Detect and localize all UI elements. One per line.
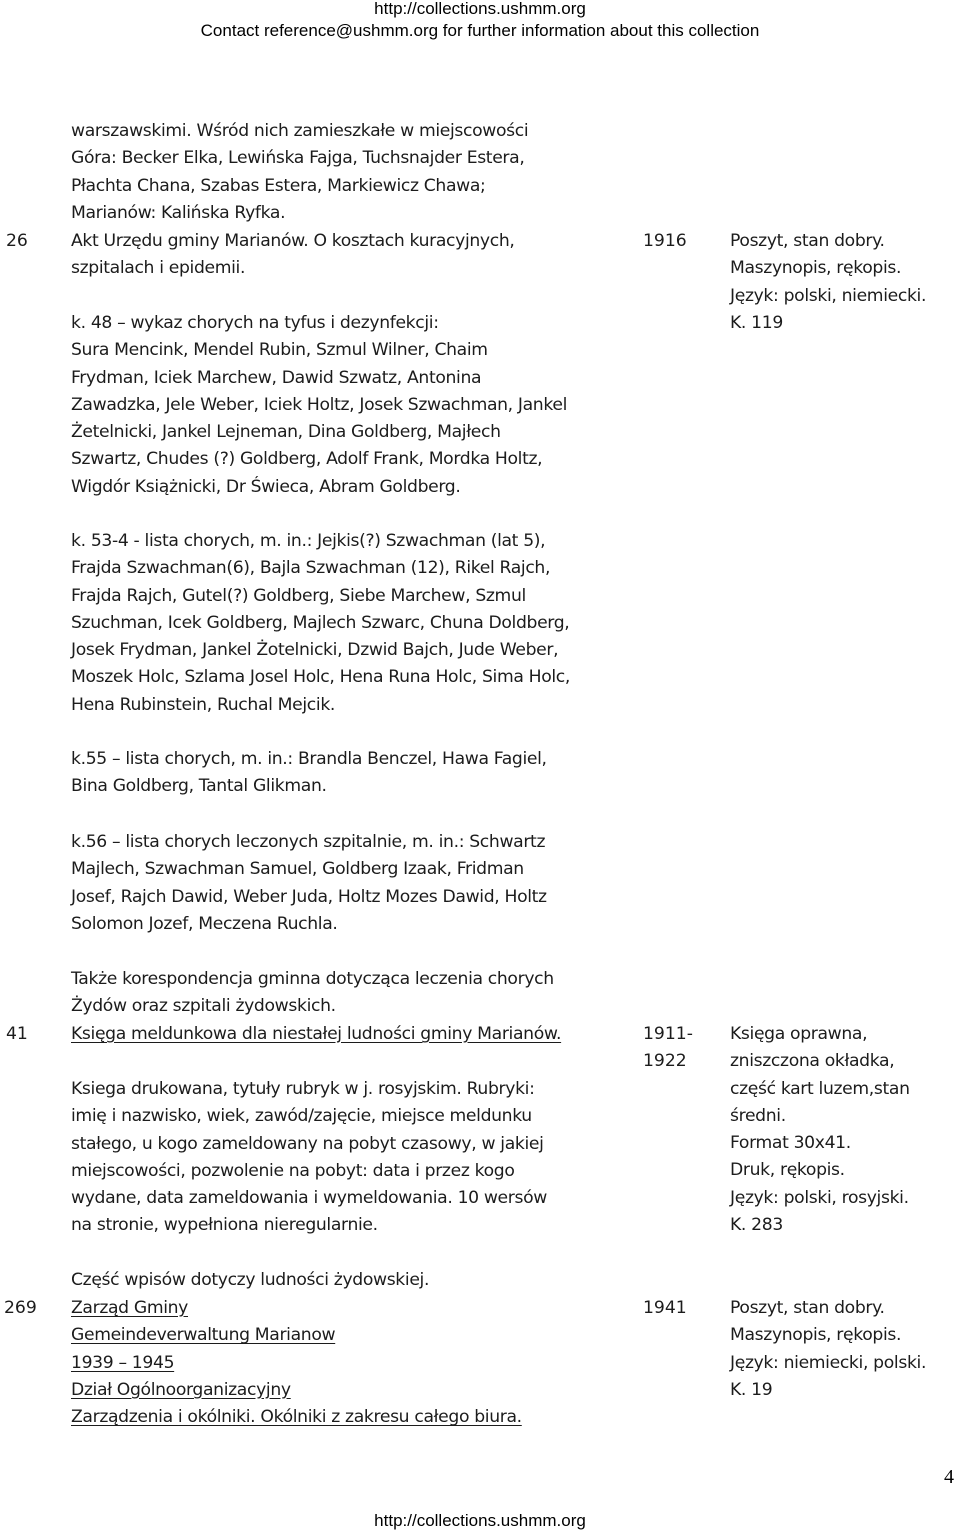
paragraph-line: Ksiega drukowana, tytuły rubryk w j. rosyjskim. Rubryki:	[71, 1079, 535, 1099]
description-line: Druk, rękopis.	[730, 1160, 845, 1181]
intro-line: Góra: Becker Elka, Lewińska Fajga, Tuchsnajder Estera,	[71, 148, 525, 169]
intro-line: Płachta Chana, Szabas Estera, Markiewicz Chawa;	[71, 175, 486, 196]
entry-paragraph	[71, 1076, 547, 1240]
entry-paragraph	[71, 310, 567, 501]
paragraph-line: Część wpisów dotyczy ludności żydowskiej.	[71, 1270, 430, 1290]
description-line: Poszyt, stan dobry.	[730, 1298, 885, 1318]
date-line: 1911-	[643, 1024, 693, 1044]
paragraph-line: Josef, Rajch Dawid, Weber Juda, Holtz Mozes Dawid, Holtz	[71, 886, 547, 907]
description-line: Język: polski, rosyjski.	[730, 1187, 909, 1208]
paragraph-line: stałego, u kogo zameldowany na pobyt czasowy, w jakiej	[71, 1133, 544, 1154]
description-line: Poszyt, stan dobry.	[730, 231, 885, 251]
description-line: zniszczona okładka,	[730, 1051, 895, 1072]
entry-date: 1916	[643, 231, 687, 251]
paragraph-line: k. 53-4 - lista chorych, m. in.: Jejkis(?) Szwachman (lat 5),	[71, 531, 546, 551]
paragraph-line: Żetelnicki, Jankel Lejneman, Dina Goldberg, Majłech	[71, 422, 501, 443]
intro-text	[71, 118, 528, 227]
page-number: 4	[944, 1466, 954, 1488]
paragraph-line: Szwartz, Chudes (?) Goldberg, Adolf Frank, Mordka Holtz,	[71, 449, 543, 470]
paragraph-line: Solomon Jozef, Meczena Ruchla.	[71, 913, 338, 934]
header-contact: Contact reference@ushmm.org for further information about this collection	[200, 21, 760, 40]
intro-line: warszawskimi. Wśród nich zamieszkałe w miejscowości	[71, 121, 529, 141]
entry-title-line: Dział Ogólnoorganizacyjny	[71, 1379, 291, 1400]
entry-number: 41	[6, 1024, 28, 1044]
paragraph-line: Frydman, Iciek Marchew, Dawid Szwatz, Antonina	[71, 367, 482, 388]
page-footer: http://collections.ushmm.org	[374, 1511, 586, 1530]
description-line: K. 119	[730, 312, 783, 333]
description-line: Język: polski, niemiecki.	[730, 285, 927, 306]
entry-paragraph	[71, 746, 547, 801]
entry-title-line: 1939 – 1945	[71, 1352, 175, 1373]
paragraph-line: k.56 – lista chorych leczonych szpitalnie, m. in.: Schwartz	[71, 832, 546, 852]
paragraph-line: Także korespondencja gminna dotycząca leczenia chorych	[71, 969, 554, 989]
paragraph-line: Hena Rubinstein, Ruchal Mejcik.	[71, 694, 336, 715]
entry-paragraph	[71, 966, 554, 1021]
paragraph-line: Szuchman, Icek Goldberg, Majlech Szwarc, Chuna Doldberg,	[71, 612, 570, 633]
header-url: http://collections.ushmm.org	[374, 0, 586, 18]
entry-description	[730, 1295, 926, 1404]
date-line: 1922	[643, 1051, 687, 1072]
entry-title	[71, 1021, 561, 1048]
paragraph-line: miejscowości, pozwolenie na pobyt: data i przez kogo	[71, 1160, 515, 1181]
paragraph-line: Frajda Szwachman(6), Bajla Szwachman (12), Rikel Rajch,	[71, 558, 551, 579]
description-line: część kart luzem,stan	[730, 1078, 910, 1099]
entry-title-line: Akt Urzędu gminy Marianów. O kosztach kuracyjnych,	[71, 231, 515, 251]
entry-paragraph	[71, 829, 547, 938]
entry-date	[643, 1021, 693, 1076]
entry-number: 269	[4, 1298, 37, 1318]
description-line: Maszynopis, rękopis.	[730, 258, 902, 279]
paragraph-line: Bina Goldberg, Tantal Glikman.	[71, 776, 327, 797]
description-line: K. 283	[730, 1215, 783, 1236]
description-line: K. 19	[730, 1379, 773, 1400]
entry-number: 26	[6, 231, 28, 251]
entry-paragraph	[71, 1267, 429, 1294]
paragraph-line: Wigdór Książnicki, Dr Świeca, Abram Goldberg.	[71, 476, 461, 497]
entry-description	[730, 228, 926, 337]
entry-title-line: Zarząd Gminy	[71, 1298, 189, 1318]
description-line: Język: niemiecki, polski.	[730, 1352, 927, 1373]
paragraph-line: Sura Mencink, Mendel Rubin, Szmul Wilner, Chaim	[71, 340, 488, 361]
entry-title-line: Księga meldunkowa dla niestałej ludności gminy Marianów.	[71, 1024, 562, 1044]
entry-title-line: szpitalach i epidemii.	[71, 258, 246, 279]
entry-paragraph	[71, 528, 570, 719]
description-line: Format 30x41.	[730, 1133, 851, 1154]
description-line: średni.	[730, 1105, 786, 1126]
paragraph-line: Żydów oraz szpitali żydowskich.	[71, 996, 336, 1017]
entry-title	[71, 228, 515, 283]
paragraph-line: Frajda Rajch, Gutel(?) Goldberg, Siebe Marchew, Szmul	[71, 585, 526, 606]
paragraph-line: k. 48 – wykaz chorych na tyfus i dezynfekcji:	[71, 313, 439, 333]
paragraph-line: Zawadzka, Jele Weber, Iciek Holtz, Josek Szwachman, Jankel	[71, 394, 567, 415]
paragraph-line: Josek Frydman, Jankel Żotelnicki, Dzwid Bajch, Jude Weber,	[71, 640, 559, 661]
paragraph-line: wydane, data zameldowania i wymeldowania. 10 wersów	[71, 1188, 547, 1209]
paragraph-line: k.55 – lista chorych, m. in.: Brandla Benczel, Hawa Fagiel,	[71, 749, 547, 769]
paragraph-line: imię i nazwisko, wiek, zawód/zajęcie, miejsce meldunku	[71, 1106, 532, 1127]
intro-line: Marianów: Kalińska Ryfka.	[71, 202, 286, 223]
entry-title	[71, 1295, 522, 1431]
description-line: Księga oprawna,	[730, 1024, 868, 1044]
page-header	[0, 0, 960, 42]
paragraph-line: Majlech, Szwachman Samuel, Goldberg Izaak, Fridman	[71, 859, 524, 880]
entry-date: 1941	[643, 1298, 687, 1318]
description-line: Maszynopis, rękopis.	[730, 1325, 902, 1346]
entry-description	[730, 1021, 910, 1239]
paragraph-line: Moszek Holc, Szlama Josel Holc, Hena Runa Holc, Sima Holc,	[71, 667, 571, 688]
entry-title-line: Gemeindeverwaltung Marianow	[71, 1325, 336, 1346]
paragraph-line: na stronie, wypełniona nieregularnie.	[71, 1215, 378, 1236]
entry-title-line: Zarządzenia i okólniki. Okólniki z zakresu całego biura.	[71, 1407, 522, 1428]
